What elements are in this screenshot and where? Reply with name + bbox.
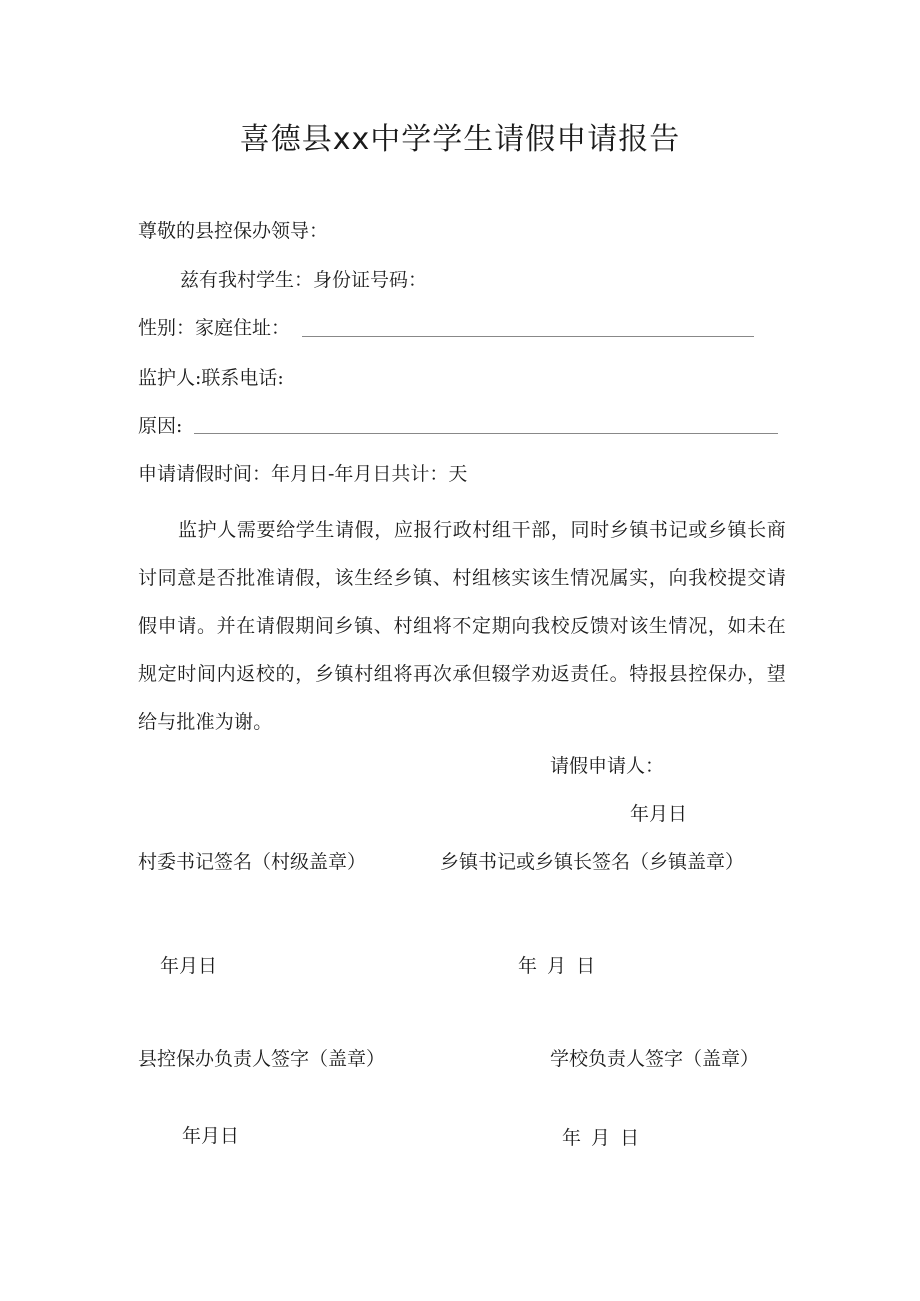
- school-signature-label: 学校负责人签字（盖章）: [550, 1048, 760, 1070]
- township-signature-label: 乡镇书记或乡镇长签名（乡镇盖章）: [440, 851, 745, 873]
- salutation: 尊敬的县控保办领导：: [138, 220, 329, 242]
- document-title: 喜德县xx中学学生请假申请报告: [239, 122, 681, 157]
- county-date: 年月日: [182, 1125, 240, 1147]
- township-date: 年 月 日: [518, 955, 596, 977]
- body-paragraph: 监护人需要给学生请假，应报行政村组干部，同时乡镇书记或乡镇长商讨同意是否批准请假，该生经乡镇、村组核实该生情况属实，向我校提交请假申请。并在请假期间乡镇、村组将不定期向我校反馈对该生情况，如未在规定时间内返校的，乡镇村组将再次承但辍学劝返责任。特报县控保办，望给与批准为谢。: [138, 519, 786, 733]
- reason-label: 原因:: [138, 415, 183, 437]
- gender-address-label: 性别：家庭住址：: [138, 317, 291, 339]
- village-signature-label: 村委书记签名（村级盖章）: [138, 851, 367, 873]
- applicant-label: 请假申请人：: [550, 755, 665, 777]
- address-underline: [302, 336, 754, 337]
- applicant-date: 年月日: [630, 803, 688, 825]
- reason-underline: [194, 433, 778, 434]
- school-date: 年 月 日: [562, 1127, 640, 1149]
- guardian-phone-label: 监护人:联系电话:: [138, 367, 284, 389]
- village-date: 年月日: [160, 955, 218, 977]
- county-signature-label: 县控保办负责人签字（盖章）: [138, 1048, 386, 1070]
- student-id-line: 兹有我村学生：身份证号码：: [180, 269, 428, 291]
- leave-period: 申请请假时间：年月日-年月日共计：天: [138, 463, 468, 485]
